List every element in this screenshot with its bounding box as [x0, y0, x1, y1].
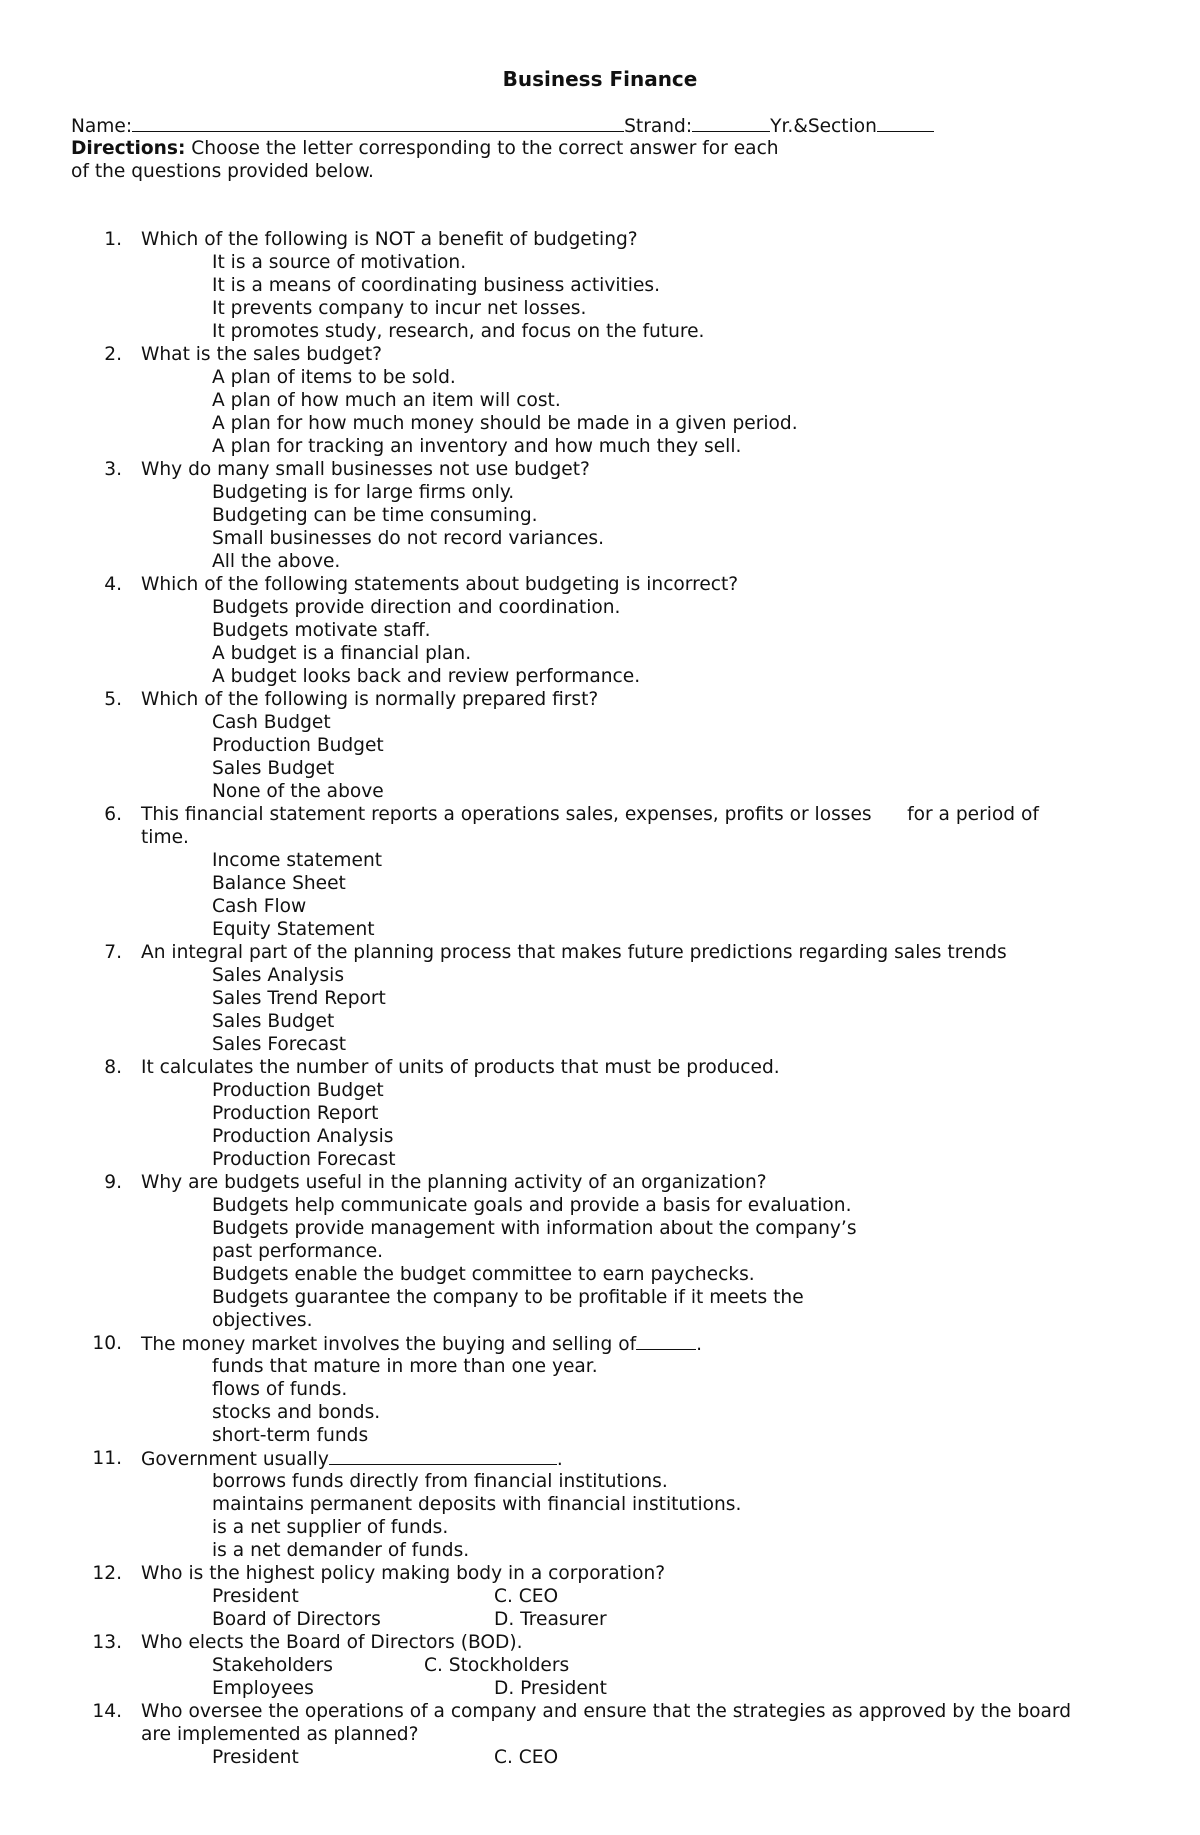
- question-text: What is the sales budget?: [141, 344, 383, 365]
- option-text: A plan of how much an item will cost.: [212, 390, 561, 411]
- option-text: Production Budget: [212, 735, 384, 756]
- option-text: Cash Flow: [212, 896, 307, 917]
- strand-blank[interactable]: [692, 114, 770, 132]
- option-text: Balance Sheet: [212, 873, 346, 894]
- option-text: Budgeting is for large firms only.: [212, 482, 515, 503]
- section-label: Yr.&Section: [770, 116, 877, 137]
- option-text-right: C. CEO: [494, 1747, 559, 1768]
- option-text: Production Report: [212, 1103, 379, 1124]
- question-text: Why are budgets useful in the planning activity of an organization?: [141, 1172, 767, 1193]
- question-number: 9.: [104, 1172, 122, 1193]
- option-text: Budgets provide management with information about the company’s: [212, 1218, 857, 1239]
- option-text: Sales Trend Report: [212, 988, 386, 1009]
- answer-blank[interactable]: [329, 1447, 557, 1465]
- option-text: is a net supplier of funds.: [212, 1517, 449, 1538]
- question-text: An integral part of the planning process that makes future predictions regarding sales trends: [141, 942, 1007, 963]
- option-text: Production Forecast: [212, 1149, 396, 1170]
- question-text: time.: [141, 827, 189, 848]
- option-text: Budgets guarantee the company to be profitable if it meets the: [212, 1287, 804, 1308]
- question-text: Who oversee the operations of a company and ensure that the strategies as approved by the board: [141, 1701, 1072, 1722]
- option-text: Budgeting can be time consuming.: [212, 505, 538, 526]
- option-text: Budgets enable the budget committee to earn paychecks.: [212, 1264, 755, 1285]
- option-text-right: D. President: [494, 1678, 607, 1699]
- option-text: Employees: [212, 1678, 314, 1699]
- option-text: borrows funds directly from financial institutions.: [212, 1471, 668, 1492]
- question-text: Who elects the Board of Directors (BOD).: [141, 1632, 523, 1653]
- option-text: It prevents company to incur net losses.: [212, 298, 587, 319]
- question-number: 11.: [92, 1448, 122, 1469]
- option-text: short-term funds: [212, 1425, 369, 1446]
- option-text-right: C. CEO: [494, 1586, 559, 1607]
- directions-text-2: of the questions provided below.: [71, 161, 374, 182]
- question-number: 10.: [92, 1333, 122, 1354]
- directions-text-1: Choose the letter corresponding to the correct answer for each: [185, 138, 779, 159]
- question-text: Why do many small businesses not use budget?: [141, 459, 590, 480]
- option-text: Budgets help communicate goals and provide a basis for evaluation.: [212, 1195, 852, 1216]
- option-text: It is a means of coordinating business activities.: [212, 275, 660, 296]
- option-text: A budget looks back and review performance.: [212, 666, 641, 687]
- question-text-start: The money market involves the buying and selling of: [141, 1334, 637, 1355]
- question-text: This financial statement reports a operations sales, expenses, profits or losses for a period of: [141, 804, 1039, 825]
- name-blank[interactable]: [132, 114, 624, 132]
- question-text-start: Government usually: [141, 1449, 329, 1470]
- question-number: 6.: [104, 804, 122, 825]
- question-text: It calculates the number of units of products that must be produced.: [141, 1057, 780, 1078]
- option-text: Income statement: [212, 850, 383, 871]
- option-text: funds that mature in more than one year.: [212, 1356, 598, 1377]
- option-text: Budgets motivate staff.: [212, 620, 431, 641]
- option-text: Sales Budget: [212, 758, 335, 779]
- name-label: Name:: [71, 116, 133, 137]
- option-text: Small businesses do not record variances.: [212, 528, 605, 549]
- option-text: It promotes study, research, and focus on the future.: [212, 321, 705, 342]
- question-number: 12.: [92, 1563, 122, 1584]
- option-text: Board of Directors: [212, 1609, 381, 1630]
- question-number: 14.: [92, 1701, 122, 1722]
- option-text: Sales Analysis: [212, 965, 345, 986]
- question-text-end: .: [696, 1334, 703, 1355]
- option-text: Sales Budget: [212, 1011, 335, 1032]
- question-text: are implemented as planned?: [141, 1724, 419, 1745]
- option-text: Production Budget: [212, 1080, 384, 1101]
- question-number: 7.: [104, 942, 122, 963]
- option-text-right: D. Treasurer: [494, 1609, 607, 1630]
- directions: [71, 137, 779, 160]
- question-text: Which of the following is NOT a benefit of budgeting?: [141, 229, 638, 250]
- option-text: A plan of items to be sold.: [212, 367, 456, 388]
- question-number: 3.: [104, 459, 122, 480]
- option-text: A budget is a financial plan.: [212, 643, 472, 664]
- answer-blank[interactable]: [636, 1332, 696, 1350]
- option-text: flows of funds.: [212, 1379, 348, 1400]
- option-text: A plan for how much money should be made in a given period.: [212, 413, 798, 434]
- option-text: Cash Budget: [212, 712, 331, 733]
- question-text: [141, 1332, 1131, 1356]
- question-number: 1.: [104, 229, 122, 250]
- question-number: 2.: [104, 344, 122, 365]
- option-text: Sales Forecast: [212, 1034, 347, 1055]
- question-text: Which of the following is normally prepared first?: [141, 689, 599, 710]
- question-number: 5.: [104, 689, 122, 710]
- option-text: Stakeholders: [212, 1655, 333, 1676]
- question-text: [141, 1447, 1131, 1471]
- page-title: Business Finance: [502, 67, 698, 91]
- question-text: Which of the following statements about budgeting is incorrect?: [141, 574, 739, 595]
- option-text-right: C. Stockholders: [424, 1655, 570, 1676]
- section-blank[interactable]: [877, 114, 934, 132]
- strand-label: Strand:: [624, 116, 693, 137]
- option-text: past performance.: [212, 1241, 384, 1262]
- option-text: objectives.: [212, 1310, 313, 1331]
- option-text: Equity Statement: [212, 919, 375, 940]
- option-text: President: [212, 1586, 299, 1607]
- question-number: 8.: [104, 1057, 122, 1078]
- question-number: 4.: [104, 574, 122, 595]
- question-number: 13.: [92, 1632, 122, 1653]
- student-info-line: [71, 114, 934, 138]
- option-text: is a net demander of funds.: [212, 1540, 470, 1561]
- option-text: A plan for tracking an inventory and how much they sell.: [212, 436, 742, 457]
- option-text: stocks and bonds.: [212, 1402, 381, 1423]
- option-text: President: [212, 1747, 299, 1768]
- option-text: maintains permanent deposits with financial institutions.: [212, 1494, 742, 1515]
- directions-label: Directions:: [71, 138, 186, 159]
- option-text: All the above.: [212, 551, 341, 572]
- option-text: Production Analysis: [212, 1126, 394, 1147]
- question-text-end: .: [556, 1449, 563, 1470]
- question-text: Who is the highest policy making body in a corporation?: [141, 1563, 666, 1584]
- option-text: None of the above: [212, 781, 384, 802]
- option-text: Budgets provide direction and coordination.: [212, 597, 621, 618]
- option-text: It is a source of motivation.: [212, 252, 467, 273]
